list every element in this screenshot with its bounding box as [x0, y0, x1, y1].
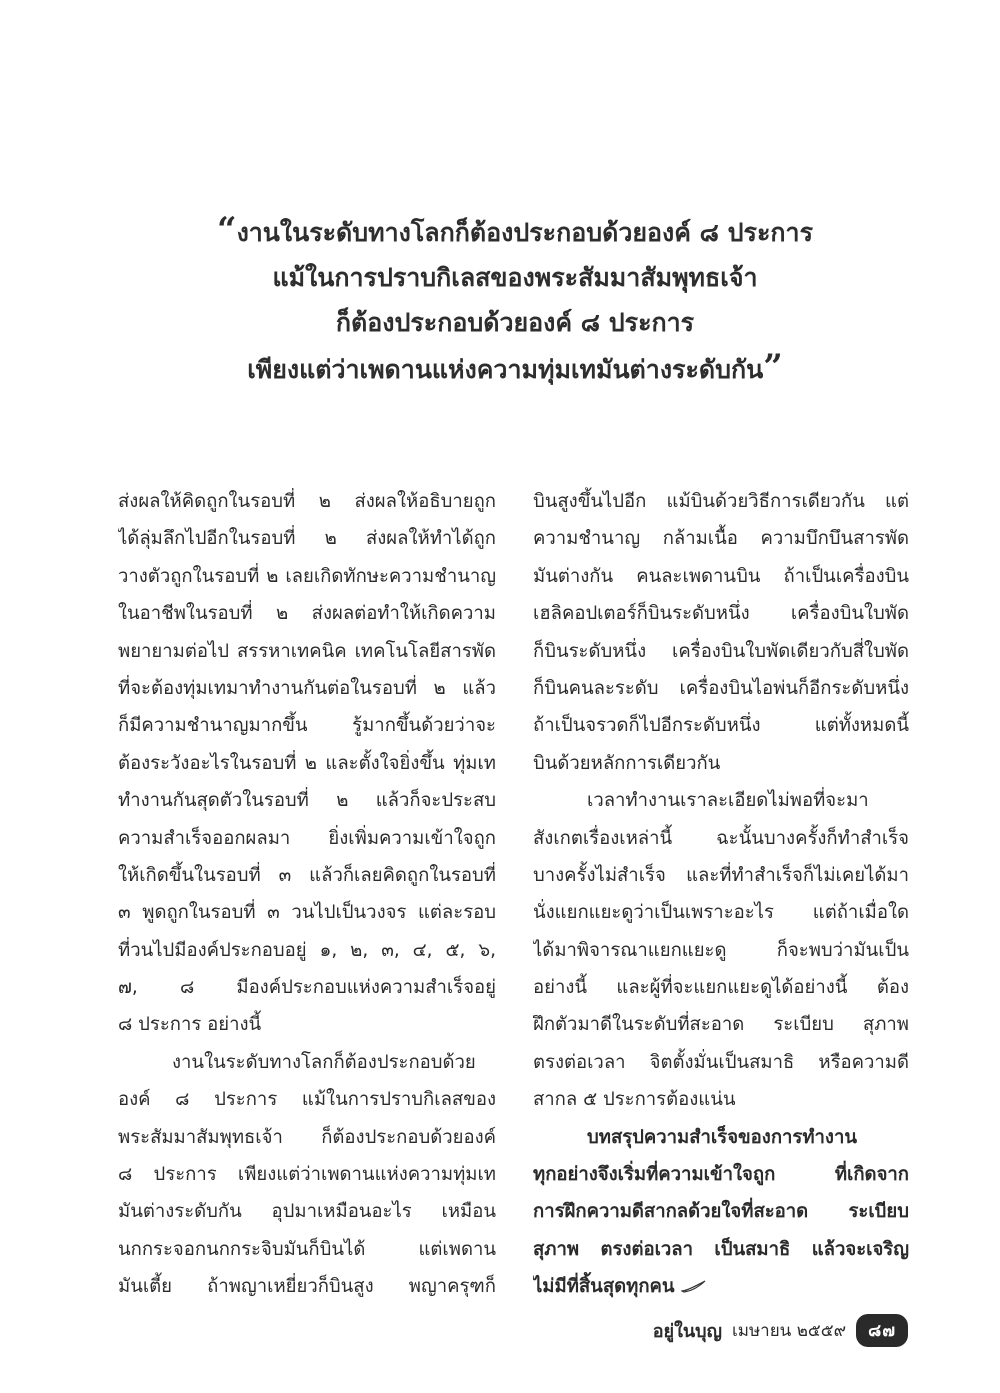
paragraph-end-line: ๘ ประการ อย่างนี้	[118, 1014, 262, 1036]
summary-heading-line: บทสรุปความสำเร็จของการทำงาน	[587, 1126, 858, 1148]
text-line: ก็บินระดับหนึ่ง เครื่องบินใบพัดเดียวกับสี่ใบพัด	[533, 640, 909, 662]
magazine-name: อยู่ในบุญ	[652, 1320, 722, 1342]
pull-quote	[120, 208, 910, 392]
text-line: พระสัมมาสัมพุทธเจ้า ก็ต้องประกอบด้วยองค์	[118, 1126, 496, 1148]
text-line: มันต่างระดับกัน อุปมาเหมือนอะไร เหมือน	[118, 1201, 496, 1223]
paragraph-start-line: เวลาทำงานเราละเอียดไม่พอที่จะมา	[587, 790, 869, 812]
text-line: ในอาชีพในรอบที่ ๒ ส่งผลต่อทำให้เกิดความ	[118, 603, 496, 625]
text-line: วางตัวถูกในรอบที่ ๒ เลยเกิดทักษะความชำนาญ	[118, 565, 496, 587]
text-line: องค์ ๘ ประการ แม้ในการปราบกิเลสของ	[118, 1089, 496, 1111]
summary-line: สุภาพ ตรงต่อเวลา เป็นสมาธิ แล้วจะเจริญ	[533, 1238, 909, 1260]
issue-date: เมษายน ๒๕๕๙	[731, 1320, 847, 1341]
text-line: ที่วนไปมีองค์ประกอบอยู่ ๑, ๒, ๓, ๔, ๕, ๖,	[118, 939, 496, 961]
text-line: ได้ลุ่มลึกไปอีกในรอบที่ ๒ ส่งผลให้ทำได้ถูก	[118, 528, 496, 550]
text-line: เฮลิคอปเตอร์ก็บินระดับหนึ่ง เครื่องบินใบพัด	[533, 603, 909, 625]
pull-quote-line: แม้ในการปราบกิเลสของพระสัมมาสัมพุทธเจ้า	[272, 263, 758, 292]
pen-nib-icon	[681, 1269, 707, 1306]
pull-quote-line	[120, 208, 910, 255]
paragraph-end-line: สากล ๕ ประการต้องแน่น	[533, 1089, 736, 1111]
text-line: ตรงต่อเวลา จิตตั้งมั่นเป็นสมาธิ หรือความดี	[533, 1051, 909, 1073]
right-column	[533, 483, 909, 1306]
close-quote-mark: ”	[763, 347, 783, 387]
text-line: ถ้าเป็นจรวดก็ไปอีกระดับหนึ่ง แต่ทั้งหมดนี้	[533, 715, 909, 737]
text-line: ทำงานกันสุดตัวในรอบที่ ๒ แล้วก็จะประสบ	[118, 790, 496, 812]
text-line: ๗, ๘ มีองค์ประกอบแห่งความสำเร็จอยู่	[118, 977, 496, 999]
text-line: ความสำเร็จออกผลมา ยิ่งเพิ่มความเข้าใจถูก	[118, 827, 496, 849]
text-line: ให้เกิดขึ้นในรอบที่ ๓ แล้วก็เลยคิดถูกในรอบที่	[118, 864, 496, 886]
text-line: พยายามต่อไป สรรหาเทคนิค เทคโนโลยีสารพัด	[118, 640, 496, 662]
page-footer	[653, 1314, 908, 1346]
pull-quote-text: เพียงแต่ว่าเพดานแห่งความทุ่มเทมันต่างระดับกัน	[247, 355, 764, 384]
text-line: ได้มาพิจารณาแยกแยะดู ก็จะพบว่ามันเป็น	[533, 939, 909, 961]
pull-quote-line: ก็ต้องประกอบด้วยองค์ ๘ ประการ	[335, 308, 695, 337]
text-line: ก็บินคนละระดับ เครื่องบินไอพ่นก็อีกระดับหนึ่ง	[533, 677, 909, 699]
open-quote-mark: “	[217, 210, 237, 250]
text-line: ฝึกตัวมาดีในระดับที่สะอาด ระเบียบ สุภาพ	[533, 1014, 909, 1036]
text-line: ๓ พูดถูกในรอบที่ ๓ วนไปเป็นวงจร แต่ละรอบ	[118, 902, 496, 924]
left-column	[118, 483, 496, 1306]
paragraph-end-line: บินด้วยหลักการเดียวกัน	[533, 752, 721, 774]
paragraph-start-line: งานในระดับทางโลกก็ต้องประกอบด้วย	[172, 1051, 476, 1073]
text-line: ๘ ประการ เพียงแต่ว่าเพดานแห่งความทุ่มเท	[118, 1164, 496, 1186]
summary-line: ทุกอย่างจึงเริ่มที่ความเข้าใจถูก ที่เกิดจาก	[533, 1164, 909, 1186]
text-line: ที่จะต้องทุ่มเทมาทำงานกันต่อในรอบที่ ๒ แล้ว	[118, 677, 496, 699]
text-line: มันเตี้ย ถ้าพญาเหยี่ยวก็บินสูง พญาครุฑก็	[118, 1276, 496, 1298]
text-line: นกกระจอกนกกระจิบมันก็บินได้ แต่เพดาน	[118, 1238, 496, 1260]
text-line: บินสูงขึ้นไปอีก แม้บินด้วยวิธีการเดียวกัน แต่	[533, 491, 909, 512]
text-line: นั่งแยกแยะดูว่าเป็นเพราะอะไร แต่ถ้าเมื่อใด	[533, 902, 909, 924]
text-line: ความชำนาญ กล้ามเนื้อ ความบึกบึนสารพัด	[533, 528, 909, 550]
summary-line: การฝึกความดีสากลด้วยใจที่สะอาด ระเบียบ	[533, 1201, 909, 1223]
text-line: ส่งผลให้คิดถูกในรอบที่ ๒ ส่งผลให้อธิบายถูก	[118, 491, 496, 512]
summary-text: ไม่มีที่สิ้นสุดทุกคน	[533, 1276, 675, 1298]
pull-quote-line	[120, 345, 910, 392]
pull-quote-text: งานในระดับทางโลกก็ต้องประกอบด้วยองค์ ๘ ประการ	[236, 218, 813, 247]
page-number: ๘๗	[856, 1314, 908, 1347]
text-line: สังเกตเรื่องเหล่านี้ ฉะนั้นบางครั้งก็ทำสำเร็จ	[533, 827, 909, 849]
text-line: ก็มีความชำนาญมากขึ้น รู้มากขึ้นด้วยว่าจะ	[118, 715, 496, 737]
text-line: ต้องระวังอะไรในรอบที่ ๒ และตั้งใจยิ่งขึ้น ทุ่มเท	[118, 752, 496, 774]
text-line: อย่างนี้ และผู้ที่จะแยกแยะดูได้อย่างนี้ ต้อง	[533, 977, 909, 999]
text-line: บางครั้งไม่สำเร็จ และที่ทำสำเร็จก็ไม่เคยได้มา	[533, 864, 909, 886]
summary-end-line	[533, 1268, 909, 1305]
text-line: มันต่างกัน คนละเพดานบิน ถ้าเป็นเครื่องบิน	[533, 565, 909, 587]
